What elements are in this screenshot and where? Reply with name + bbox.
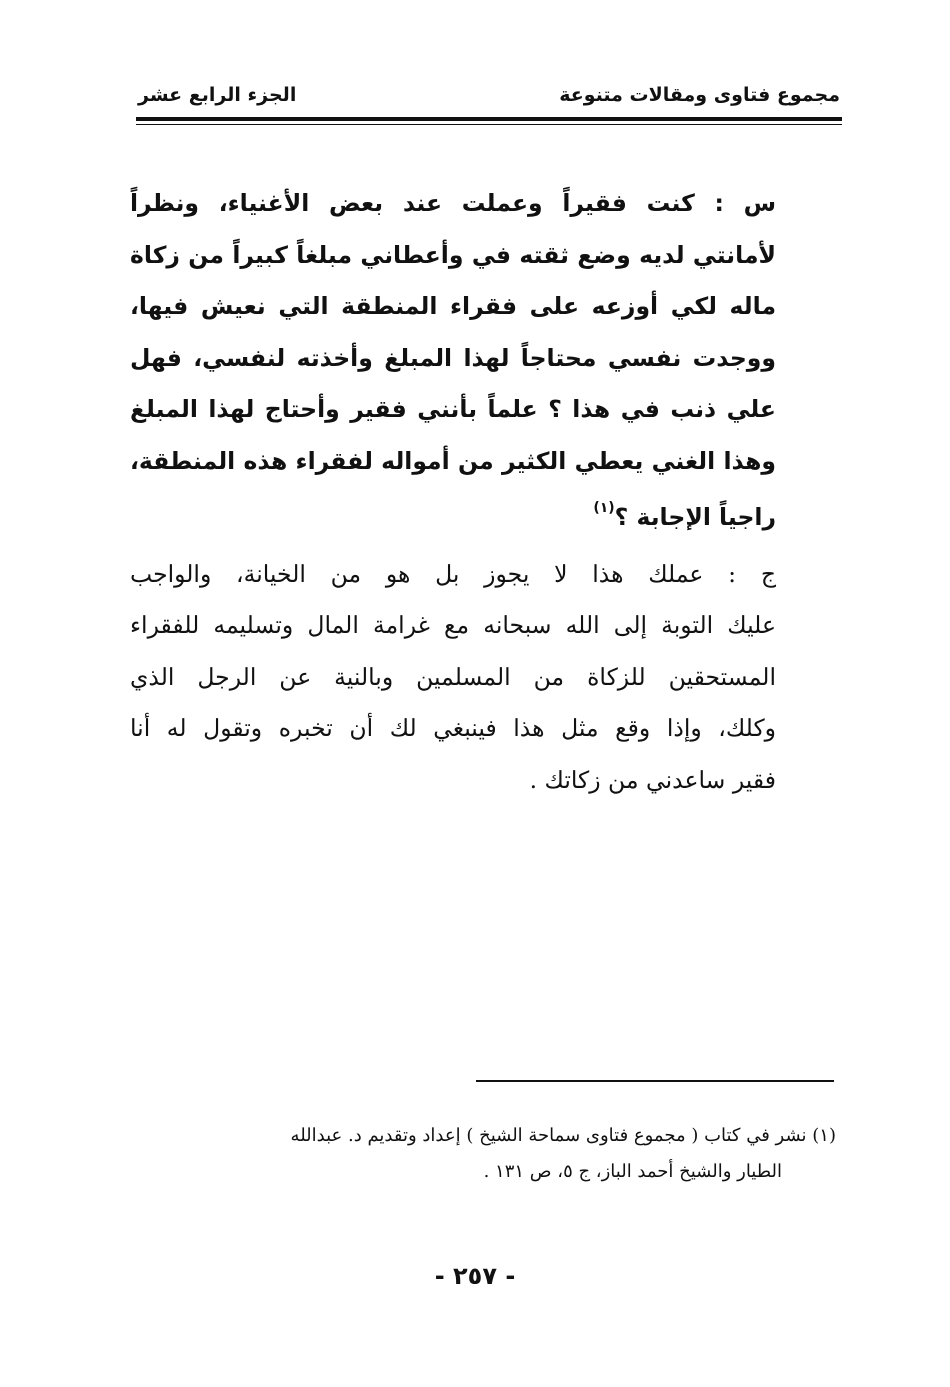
footnote-line: الطيار والشيخ أحمد الباز، ج ٥، ص ١٣١ . — [483, 1161, 782, 1182]
question-line: وهذا الغني يعطي الكثير من أمواله لفقراء هذه المنطقة، — [130, 446, 776, 475]
page-number: - ٢٥٧ - — [434, 1262, 516, 1290]
question-line: س : كنت فقيراً وعملت عند بعض الأغنياء، ونظراً — [130, 189, 776, 217]
question-line: علي ذنب في هذا ؟ علماً بأنني فقير وأحتاج لهذا المبلغ — [130, 395, 776, 423]
question-line: ماله لكي أوزعه على فقراء المنطقة التي نعيش فيها، — [130, 292, 776, 320]
answer-block — [130, 549, 776, 807]
question-block — [130, 178, 776, 539]
footnote — [120, 1118, 836, 1190]
question-line: لأمانتي لديه وضع ثقته في وأعطاني مبلغاً كبيراً من زكاة — [130, 240, 776, 269]
answer-line: المستحقين للزكاة من المسلمين وبالنية عن الرجل الذي — [130, 662, 776, 691]
header-part-title: الجزء الرابع عشر — [138, 84, 297, 106]
footnote-line: (١) نشر في كتاب ( مجموع فتاوى سماحة الشيخ ) إعداد وتقديم د. عبدالله — [290, 1125, 836, 1146]
answer-line: عليك التوبة إلى الله سبحانه مع غرامة المال وتسليمه للفقراء — [130, 611, 776, 639]
footnote-reference: (١) — [593, 500, 615, 516]
running-header — [138, 84, 840, 112]
answer-line: ج : عملك هذا لا يجوز بل هو من الخيانة، والواجب — [130, 559, 776, 588]
header-book-title: مجموع فتاوى ومقالات متنوعة — [559, 84, 840, 106]
header-rule-thick — [136, 117, 842, 121]
answer-line: فقير ساعدني من زكاتك . — [529, 765, 776, 794]
answer-line: وكلك، وإذا وقع مثل هذا فينبغي لك أن تخبره وتقول له أنا — [130, 714, 776, 742]
footnote-separator — [476, 1080, 834, 1082]
main-text — [130, 178, 776, 806]
question-line: ووجدت نفسي محتاجاً لهذا المبلغ وأخذته لنفسي، فهل — [130, 343, 776, 372]
question-last-line — [130, 487, 776, 539]
question-line: راجياً الإجابة ؟ — [614, 502, 776, 531]
header-rule-thin — [136, 124, 842, 125]
